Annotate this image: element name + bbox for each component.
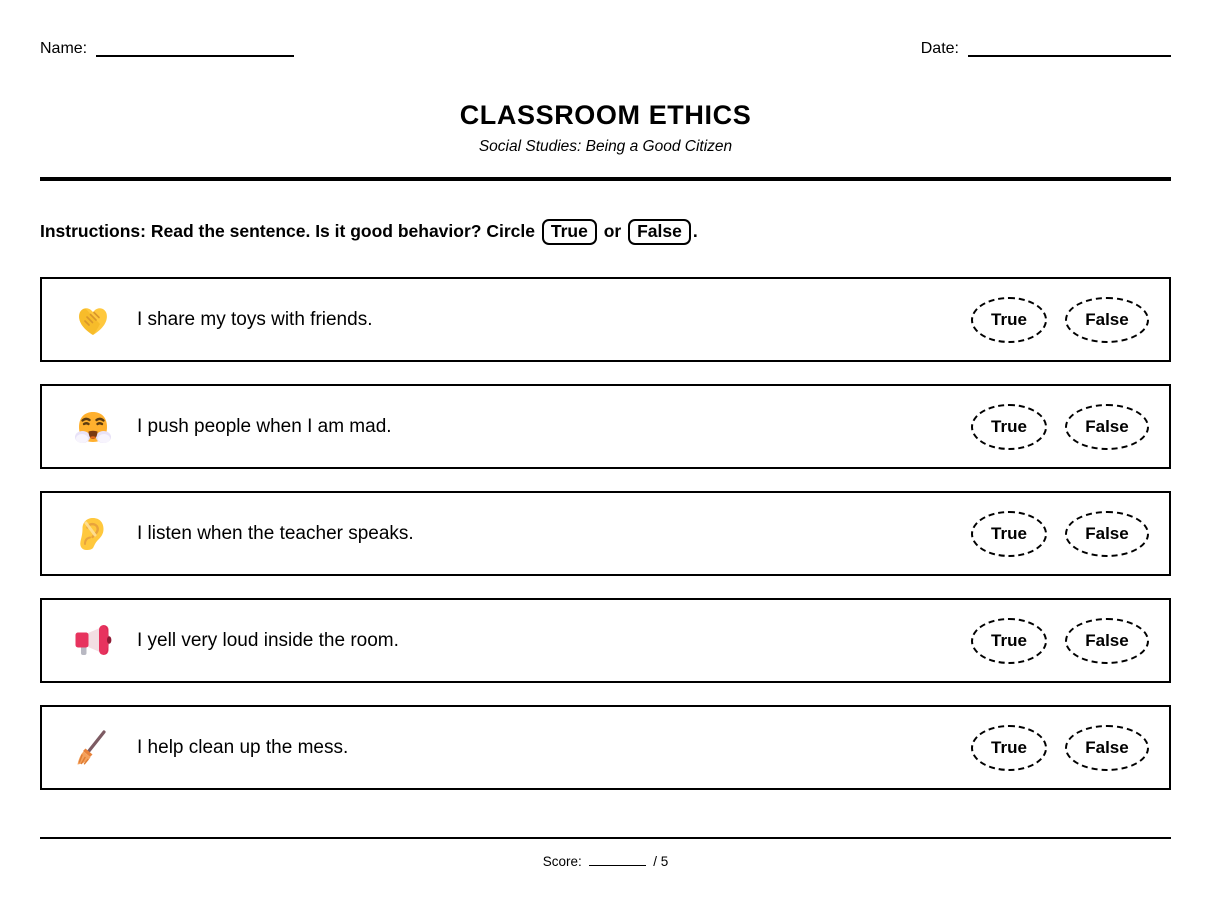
score-line: [40, 854, 1171, 869]
row-sentence: I yell very loud inside the room.: [137, 629, 399, 651]
question-row-2: [40, 384, 1171, 469]
instructions-text: Instructions: Read the sentence. Is it good behavior? Circle: [40, 221, 535, 241]
row1-false-option[interactable]: False: [1065, 297, 1149, 343]
name-field: [40, 40, 294, 57]
footer-divider: [40, 837, 1171, 839]
row-sentence: I share my toys with friends.: [137, 308, 373, 330]
broom-icon: [72, 727, 114, 769]
true-word-box: True: [542, 219, 597, 245]
title-block: [40, 101, 1171, 155]
or-text: or: [603, 221, 622, 241]
instructions-line: [40, 219, 1171, 245]
score-total: / 5: [653, 854, 669, 869]
row4-true-option[interactable]: True: [971, 618, 1047, 664]
instructions-period: .: [692, 221, 698, 241]
score-label: Score:: [542, 854, 582, 869]
row-sentence: I listen when the teacher speaks.: [137, 522, 414, 544]
row4-false-option[interactable]: False: [1065, 618, 1149, 664]
date-label: Date:: [920, 40, 959, 57]
question-row-5: [40, 705, 1171, 790]
row1-true-option[interactable]: True: [971, 297, 1047, 343]
date-field: [921, 40, 1171, 57]
row2-false-option[interactable]: False: [1065, 404, 1149, 450]
ear-icon: [72, 513, 114, 555]
row2-true-option[interactable]: True: [971, 404, 1047, 450]
question-row-3: [40, 491, 1171, 576]
header-row: [40, 0, 1171, 57]
row5-false-option[interactable]: False: [1065, 725, 1149, 771]
row-sentence: I push people when I am mad.: [137, 415, 392, 437]
row3-true-option[interactable]: True: [971, 511, 1047, 557]
handshake-icon: [72, 299, 114, 341]
header-divider: [40, 177, 1171, 181]
name-label: Name:: [40, 40, 88, 57]
question-row-1: [40, 277, 1171, 362]
date-blank-line[interactable]: [968, 42, 1171, 57]
false-word-box: False: [628, 219, 691, 245]
page-title: CLASSROOM ETHICS: [459, 100, 752, 130]
question-list: [40, 277, 1171, 790]
row5-true-option[interactable]: True: [971, 725, 1047, 771]
megaphone-icon: [72, 620, 114, 662]
question-row-4: [40, 598, 1171, 683]
page-subtitle: Social Studies: Being a Good Citizen: [478, 138, 733, 155]
row-sentence: I help clean up the mess.: [137, 736, 349, 758]
face-with-steam-icon: [72, 406, 114, 448]
row3-false-option[interactable]: False: [1065, 511, 1149, 557]
score-blank-line[interactable]: [589, 854, 646, 866]
name-blank-line[interactable]: [96, 42, 294, 57]
